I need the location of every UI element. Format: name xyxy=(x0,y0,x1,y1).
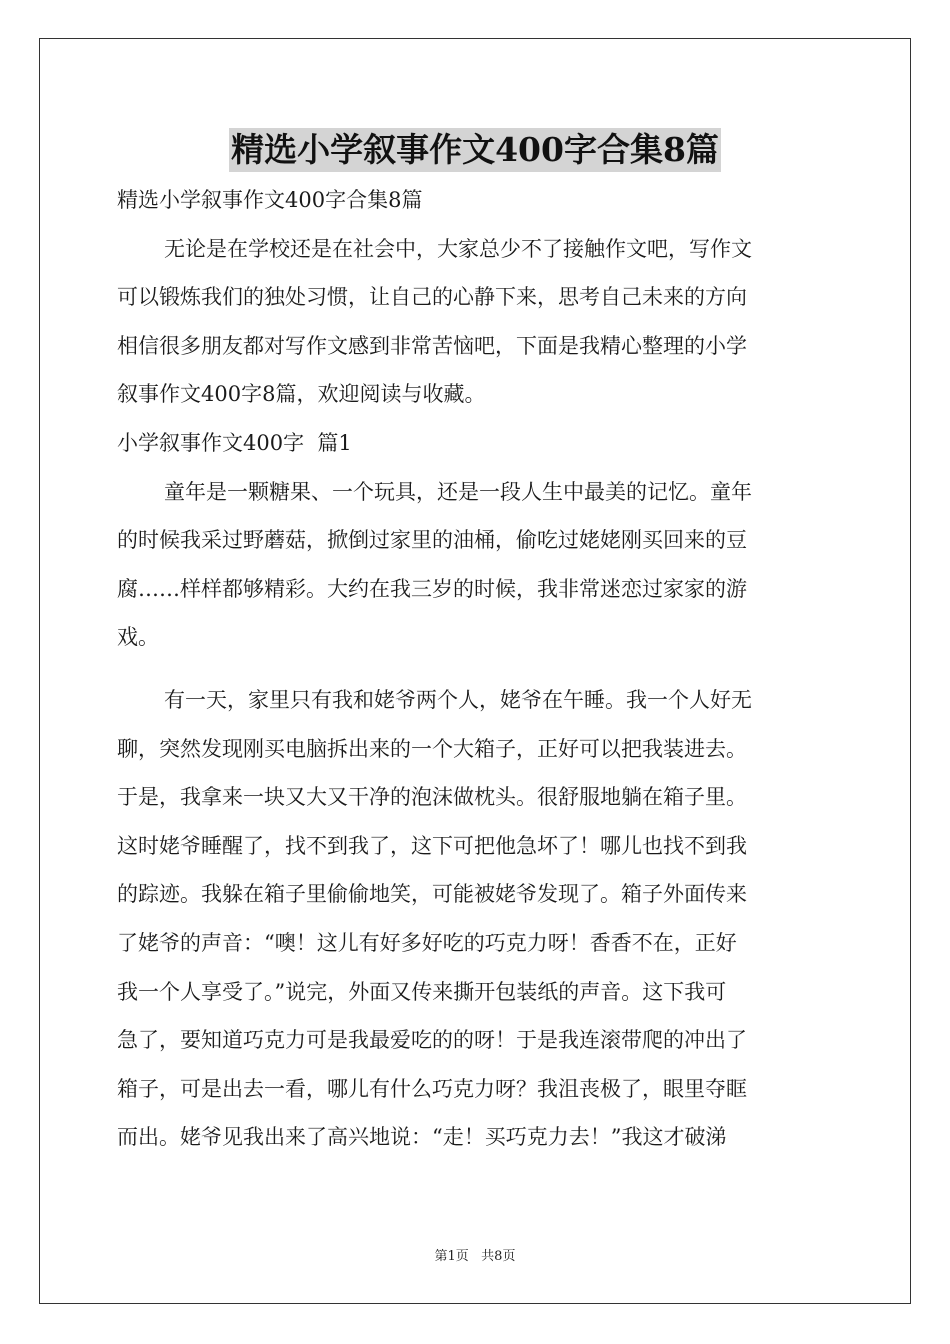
paragraph-line: 聊，突然发现刚买电脑拆出来的一个大箱子，正好可以把我装进去。 xyxy=(117,736,747,761)
intro-line: 可以锻炼我们的独处习惯，让自己的心静下来，思考自己未来的方向 xyxy=(117,285,747,310)
paragraph-line: 而出。姥爷见我出来了高兴地说：“走！买巧克力去！”我这才破涕 xyxy=(117,1125,727,1150)
paragraph-line: 于是，我拿来一块又大又干净的泡沫做枕头。很舒服地躺在箱子里。 xyxy=(117,785,747,810)
paragraph-line: 我一个人享受了。”说完，外面又传来撕开包装纸的声音。这下我可 xyxy=(117,979,727,1004)
paragraph-line: 腐……样样都够精彩。大约在我三岁的时候，我非常迷恋过家家的游 xyxy=(117,576,747,601)
paragraph-line: 有一天，家里只有我和姥爷两个人，姥爷在午睡。我一个人好无 xyxy=(164,687,752,712)
intro-line: 相信很多朋友都对写作文感到非常苦恼吧，下面是我精心整理的小学 xyxy=(117,333,747,358)
intro-line: 无论是在学校还是在社会中，大家总少不了接触作文吧，写作文 xyxy=(164,236,752,261)
page-footer: 第1页 共8页 xyxy=(434,1249,516,1264)
section-heading: 小学叙事作文400字 篇1 xyxy=(117,430,352,455)
paragraph-line: 急了，要知道巧克力可是我最爱吃的的呀！于是我连滚带爬的冲出了 xyxy=(117,1028,747,1053)
paragraph-gap xyxy=(117,662,837,676)
paragraph-line: 的时候我采过野蘑菇，掀倒过家里的油桶，偷吃过姥姥刚买回来的豆 xyxy=(117,528,747,553)
document-body xyxy=(117,176,837,1162)
paragraph-line: 这时姥爷睡醒了，找不到我了，这下可把他急坏了！哪儿也找不到我 xyxy=(117,833,747,858)
paragraph-line: 箱子，可是出去一看，哪儿有什么巧克力呀？我沮丧极了，眼里夺眶 xyxy=(117,1076,747,1101)
document-subtitle: 精选小学叙事作文400字合集8篇 xyxy=(117,188,423,212)
paragraph-line: 了姥爷的声音：“噢！这儿有好多好吃的巧克力呀！香香不在，正好 xyxy=(117,930,737,955)
paragraph-line: 童年是一颗糖果、一个玩具，还是一段人生中最美的记忆。童年 xyxy=(164,479,752,504)
paragraph-line: 的踪迹。我躲在箱子里偷偷地笑，可能被姥爷发现了。箱子外面传来 xyxy=(117,882,747,907)
paragraph-line: 戏。 xyxy=(117,625,159,650)
intro-line: 叙事作文400字8篇，欢迎阅读与收藏。 xyxy=(117,382,486,407)
document-title: 精选小学叙事作文400字合集8篇 xyxy=(229,128,721,172)
title-container xyxy=(0,128,950,172)
